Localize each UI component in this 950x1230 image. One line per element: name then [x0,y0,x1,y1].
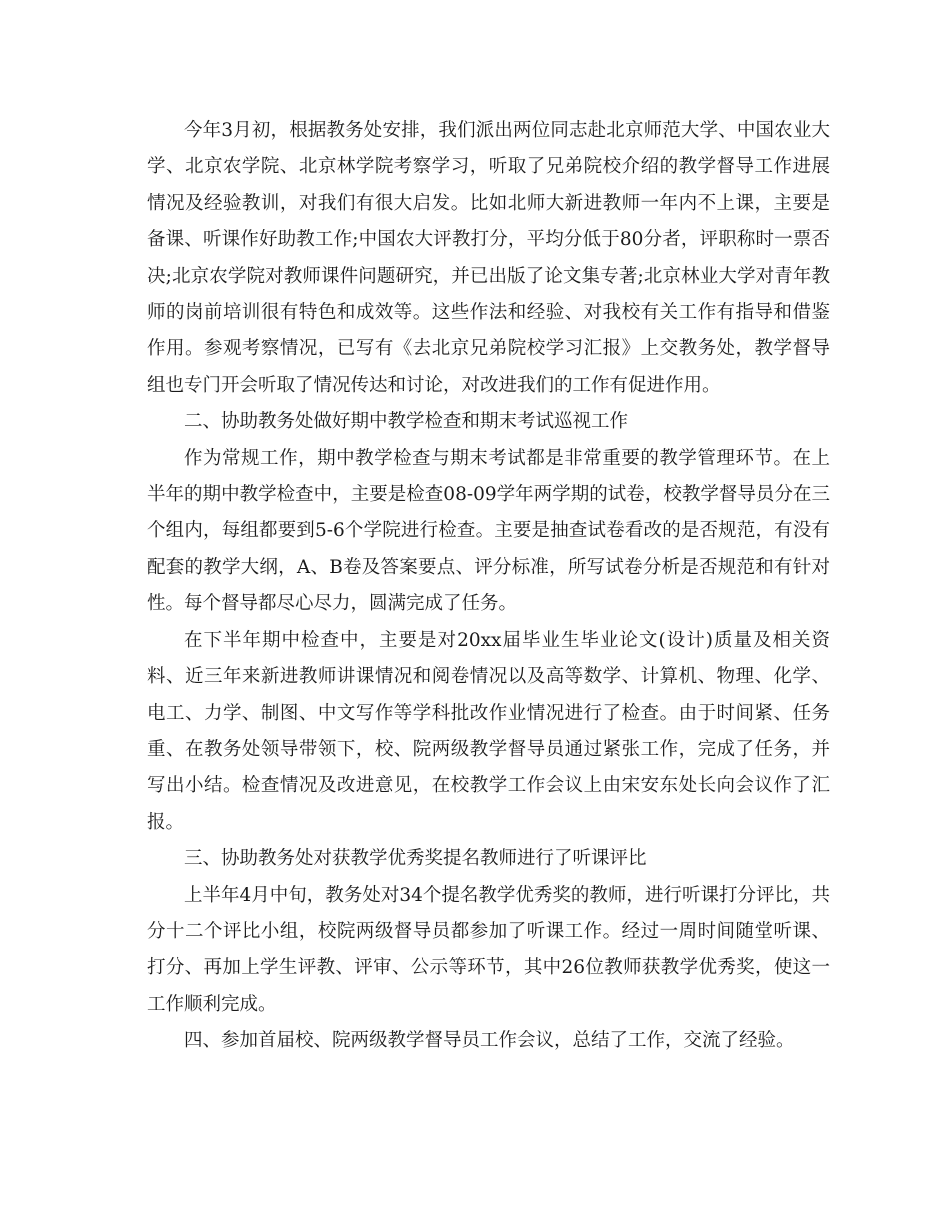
paragraph-midterm-check: 作为常规工作，期中教学检查与期末考试都是非常重要的教学管理环节。在上半年的期中教学检查中，主要是检查08-09学年两学期的试卷，校教学督导员分在三个组内，每组都要到5-6个学院进行检查。主要是抽查试卷看改的是否规范，有没有配套的教学大纲，A、B卷及答案要点、评分标准，所写试卷分析是否规范和有针对性。每个督导都尽心尽力，圆满完成了任务。 [147,447,830,615]
paragraph-teaching-award: 上半年4月中旬，教务处对34个提名教学优秀奖的教师，进行听课打分评比，共分十二个评比小组，校院两级督导员都参加了听课工作。经过一周时间随堂听课、打分、再加上学生评教、评审、公示等环节，其中26位教师获教学优秀奖，使这一工作顺利完成。 [147,884,830,1015]
paragraph-second-half-check: 在下半年期中检查中，主要是对20xx届毕业生毕业论文(设计)质量及相关资料、近三年来新进教师讲课情况和阅卷情况以及高等数学、计算机、物理、化学、电工、力学、制图、中文写作等学科批改作业情况进行了检查。由于时间紧、任务重、在教务处领导带领下，校、院两级教学督导员通过紧张工作，完成了任务，并写出小结。检查情况及改进意见，在校教学工作会议上由宋安东处长向会议作了汇报。 [147,629,830,833]
section-heading-3: 三、协助教务处对获教学优秀奖提名教师进行了听课评比 [184,848,647,870]
section-heading-4: 四、参加首届校、院两级教学督导员工作会议，总结了工作，交流了经验。 [184,1030,795,1052]
section-heading-2: 二、协助教务处做好期中教学检查和期末考试巡视工作 [184,411,629,433]
paragraph-beijing-visit: 今年3月初，根据教务处安排，我们派出两位同志赴北京师范大学、中国农业大学、北京农学院、北京林学院考察学习，听取了兄弟院校介绍的教学督导工作进展情况及经验教训，对我们有很大启发。比如北师大新进教师一年内不上课，主要是备课、听课作好助教工作;中国农大评教打分，平均分低于80分者，评职称时一票否决;北京农学院对教师课件问题研究，并已出版了论文集专著;北京林业大学对青年教师的岗前培训很有特色和成效等。这些作法和经验、对我校有关工作有指导和借鉴作用。参观考察情况，已写有《去北京兄弟院校学习汇报》上交教务处，教学督导组也专门开会听取了情况传达和讨论，对改进我们的工作有促进作用。 [147,120,830,396]
